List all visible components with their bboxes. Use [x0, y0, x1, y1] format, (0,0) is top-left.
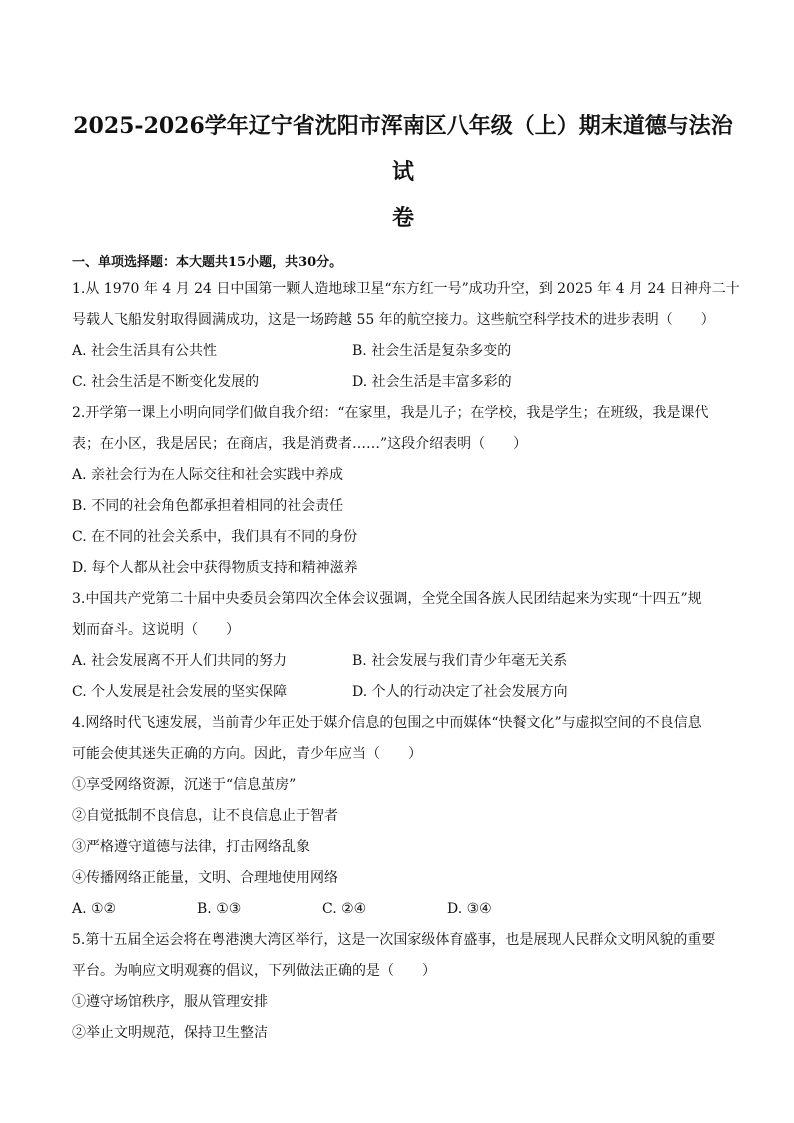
option-a: A. 社会生活具有公共性 [72, 343, 218, 359]
question-3 [72, 584, 734, 708]
question-stem: 号载人飞船发射取得圆满成功，这是一场跨越 55 年的航空接力。这些航空科学技术的进步表明（ ） [72, 312, 715, 328]
option-b: B. 社会生活是复杂多变的 [352, 343, 512, 359]
statement-item: ②自觉抵制不良信息，让不良信息止于智者 [72, 808, 338, 824]
options-row [72, 646, 734, 677]
options-row [72, 367, 734, 398]
question-5 [72, 925, 734, 1049]
statement-item: ①享受网络资源，沉迷于“信息茧房” [72, 777, 297, 793]
question-1 [72, 274, 740, 398]
option-c: C. 社会生活是不断变化发展的 [72, 374, 260, 390]
question-stem: 平台。为响应文明观赛的倡议，下列做法正确的是（ ） [72, 963, 436, 979]
option-d: D. ③④ [447, 901, 492, 917]
option-d: D. 每个人都从社会中获得物质支持和精神滋养 [72, 560, 358, 576]
question-stem: 1.从 1970 年 4 月 24 日中国第一颗人造地球卫星“东方红一号”成功升空，到 2025 年 4 月 24 日神舟二十 [72, 281, 740, 297]
statement-item: ③严格遵守道德与法律，打击网络乱象 [72, 839, 310, 855]
option-b: B. ①③ [197, 901, 242, 917]
question-stem: 5.第十五届全运会将在粤港澳大湾区举行，这是一次国家级体育盛事，也是展现人民群众文明风貌的重要 [72, 932, 716, 948]
option-c: C. 在不同的社会关系中，我们具有不同的身份 [72, 529, 358, 545]
option-d: D. 社会生活是丰富多彩的 [352, 374, 512, 390]
statement-item: ①遵守场馆秩序，服从管理安排 [72, 994, 268, 1010]
option-a: A. 社会发展离不开人们共同的努力 [72, 653, 288, 669]
options-row [72, 336, 734, 367]
statement-item: ④传播网络正能量，文明、合理地使用网络 [72, 870, 338, 886]
exam-title [72, 0, 734, 241]
question-4 [72, 708, 734, 925]
question-2 [72, 398, 734, 584]
option-a: A. ①② [72, 901, 117, 917]
options-row [72, 894, 734, 925]
statement-item: ②举止文明规范，保持卫生整洁 [72, 1025, 268, 1041]
option-a: A. 亲社会行为在人际交往和社会实践中养成 [72, 467, 344, 483]
exam-title-line1: 2025-2026学年辽宁省沈阳市浑南区八年级（上）期末道德与法治试 [73, 113, 733, 185]
option-b: B. 不同的社会角色都承担着相同的社会责任 [72, 498, 344, 514]
question-stem: 4.网络时代飞速发展，当前青少年正处于媒介信息的包围之中而媒体“快餐文化”与虚拟空间的不良信息 [72, 715, 702, 731]
question-stem: 划而奋斗。这说明（ ） [72, 622, 240, 638]
option-c: C. ②④ [322, 901, 367, 917]
question-stem: 3.中国共产党第二十届中央委员会第四次全体会议强调，全党全国各族人民团结起来为实现“十四五”规 [72, 591, 702, 607]
option-b: B. 社会发展与我们青少年毫无关系 [352, 653, 568, 669]
question-stem: 2.开学第一课上小明向同学们做自我介绍：“在家里，我是儿子；在学校，我是学生；在班级，我是课代 [72, 405, 709, 421]
question-stem: 表；在小区，我是居民；在商店，我是消费者……”这段介绍表明（ ） [72, 436, 528, 452]
exam-title-line2: 卷 [391, 205, 414, 231]
options-row [72, 677, 734, 708]
question-stem: 可能会使其迷失正确的方向。因此，青少年应当（ ） [72, 746, 422, 762]
option-c: C. 个人发展是社会发展的坚实保障 [72, 684, 288, 700]
option-d: D. 个人的行动决定了社会发展方向 [352, 684, 568, 700]
section-heading: 一、单项选择题：本大题共15小题，共30分。 [72, 255, 343, 270]
